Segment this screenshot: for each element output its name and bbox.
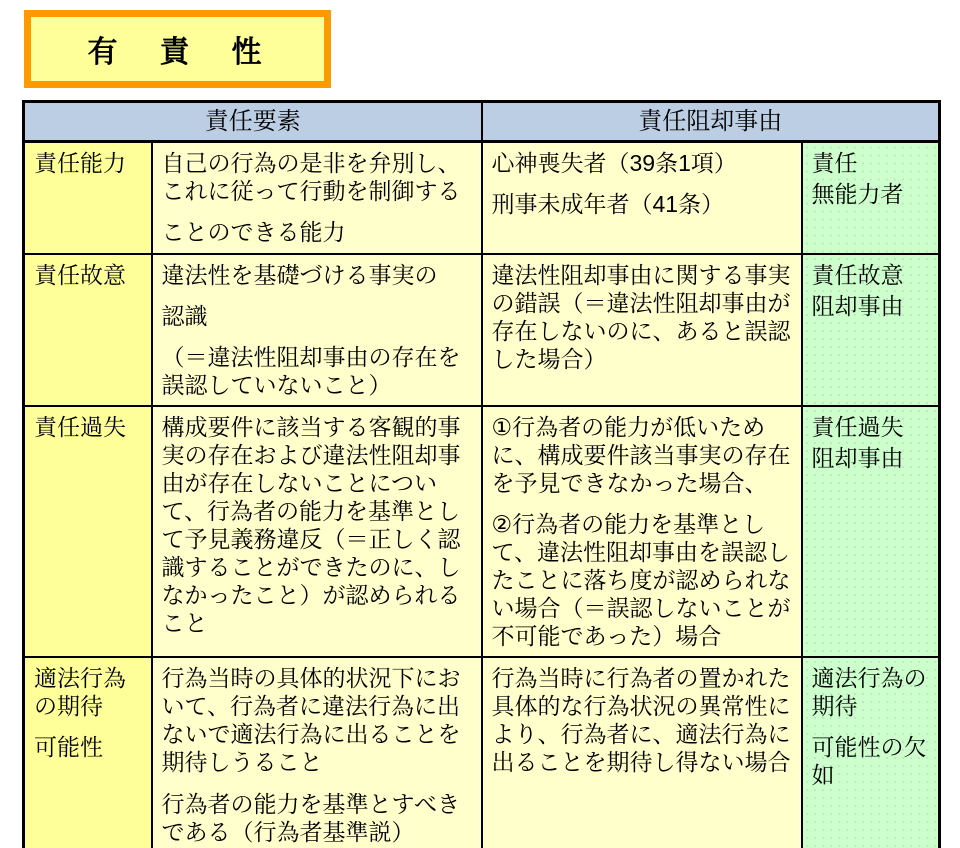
exclusion-cell xyxy=(482,254,802,406)
title-box xyxy=(24,10,331,88)
header-responsibility-elements: 責任要素 xyxy=(24,102,482,142)
table-row-negligence xyxy=(24,406,940,657)
cell-paragraph: （＝違法性阻却事由の存在を誤認していないこと） xyxy=(161,343,461,398)
table-row-capacity xyxy=(24,142,940,254)
cell-paragraph: 行為当時に行為者の置かれた具体的な行為状況の異常性により、行為者に、適法行為に出ることを期待し得ない場合 xyxy=(491,665,791,776)
cell-paragraph: 構成要件に該当する客観的事実の存在および違法性阻却事由が存在しないことについて、行為者の能力を基準として予見義務違反（＝正しく認識することができたのに、しなかったこと）が認められること xyxy=(161,413,461,637)
exclusion-cell xyxy=(482,657,802,848)
table-header-row xyxy=(24,102,940,142)
cell-paragraph: 刑事未成年者（41条） xyxy=(491,191,725,218)
cell-paragraph: 行為者の能力を基準とすべきである（行為者基準説） xyxy=(161,790,461,845)
exclusion-cell xyxy=(482,406,802,657)
cell-paragraph: 阻却事由 xyxy=(811,292,904,319)
cell-paragraph: 責任故意 xyxy=(811,261,904,288)
cell-paragraph: 責任 xyxy=(811,150,858,177)
cell-paragraph: 責任過失 xyxy=(34,413,126,440)
result-cell xyxy=(802,406,940,657)
result-cell xyxy=(802,254,940,406)
responsibility-table xyxy=(22,100,941,848)
cell-paragraph: ことのできる能力 xyxy=(161,219,346,246)
cell-paragraph: 責任故意 xyxy=(34,261,126,288)
row-label-cell xyxy=(24,254,152,406)
cell-paragraph: 無能力者 xyxy=(811,181,904,208)
element-cell xyxy=(152,142,482,254)
cell-paragraph: 認識 xyxy=(161,302,208,329)
cell-paragraph: ①行為者の能力が低いために、構成要件該当事実の存在を予見できなかった場合、 xyxy=(491,413,791,497)
cell-paragraph: 責任能力 xyxy=(34,150,126,177)
result-cell xyxy=(802,657,940,848)
page-title: 有 責 性 xyxy=(87,36,268,69)
cell-paragraph: 阻却事由 xyxy=(811,445,904,471)
cell-paragraph: 可能性の欠如 xyxy=(811,734,927,789)
row-label-cell xyxy=(24,406,152,657)
row-label-cell xyxy=(24,657,152,848)
cell-paragraph: 適法行為の期待 xyxy=(811,665,927,720)
header-exclusion-grounds: 責任阻却事由 xyxy=(482,102,940,142)
cell-paragraph: 違法性を基礎づける事実の xyxy=(161,261,438,288)
element-cell xyxy=(152,406,482,657)
element-cell xyxy=(152,254,482,406)
table-row-expectability xyxy=(24,657,940,848)
cell-paragraph: 適法行為の期待 xyxy=(34,665,126,720)
row-label-cell xyxy=(24,142,152,254)
cell-paragraph: ②行為者の能力を基準として、違法性阻却事由を誤認したことに落ち度が認められない場合（＝誤認しないことが不可能であった）場合 xyxy=(491,511,791,650)
cell-paragraph: 違法性阻却事由に関する事実の錯誤（＝違法性阻却事由が存在しないのに、あると誤認した場合） xyxy=(491,261,791,372)
result-cell xyxy=(802,142,940,254)
cell-paragraph: 心神喪失者（39条1項） xyxy=(491,150,737,177)
cell-paragraph: 行為当時の具体的状況下において、行為者に違法行為に出ないで適法行為に出ることを期待しうること xyxy=(161,665,461,776)
cell-paragraph: 可能性 xyxy=(34,734,103,761)
table-row-intent xyxy=(24,254,940,406)
element-cell xyxy=(152,657,482,848)
cell-paragraph: 責任過失 xyxy=(811,413,904,440)
cell-paragraph: 自己の行為の是非を弁別し、これに従って行動を制御する xyxy=(161,150,461,205)
exclusion-cell xyxy=(482,142,802,254)
